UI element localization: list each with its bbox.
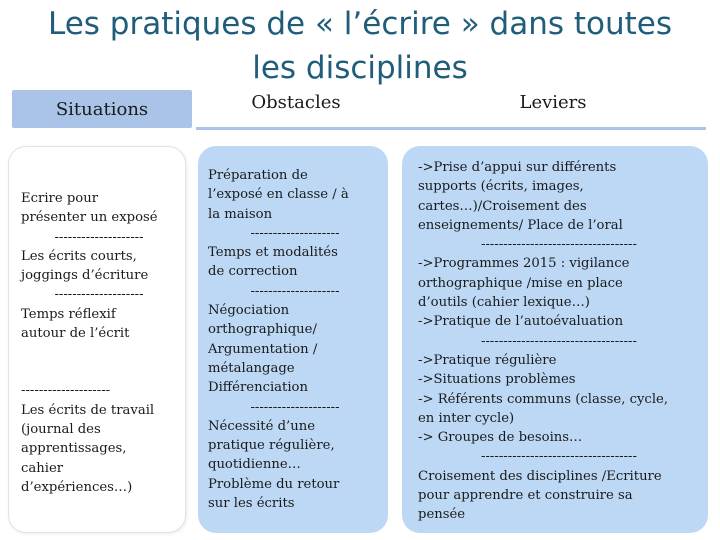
situations-text: apprentissages, [21, 441, 127, 457]
header-leviers: Leviers [400, 90, 706, 128]
situations-text: (journal des [21, 421, 101, 437]
spacer [21, 343, 177, 381]
leviers-text: ->Prise d’appui sur différents [418, 160, 617, 175]
separator: ----------------------------------- [481, 449, 637, 465]
leviers-text: ->Pratique de l’autoévaluation [418, 314, 624, 330]
obstacles-text: pratique régulière, [208, 438, 335, 454]
leviers-text: ->Pratique régulière [418, 352, 557, 368]
situations-text: autour de l’écrit [21, 326, 130, 342]
leviers-text: pour apprendre et construire sa [418, 488, 633, 504]
leviers-card [402, 146, 708, 533]
obstacles-text: Différenciation [208, 380, 308, 396]
title-line-2: les disciplines [252, 50, 468, 86]
obstacles-text: quotidienne… [208, 457, 301, 473]
separator: -------------------- [250, 283, 340, 299]
separator: -------------------- [54, 287, 144, 303]
obstacles-text: orthographique/ [208, 322, 317, 338]
separator: -------------------- [250, 399, 340, 415]
leviers-text: ->Programmes 2015 : vigilance [418, 256, 630, 272]
obstacles-text: Préparation de [208, 168, 308, 183]
situations-text: Ecrire pour [21, 191, 99, 206]
separator: -------------------- [250, 225, 340, 241]
obstacles-text: de correction [208, 264, 298, 280]
situations-text: cahier [21, 460, 64, 476]
obstacles-text: la maison [208, 206, 273, 222]
obstacles-text: sur les écrits [208, 496, 295, 512]
leviers-text: pensée [418, 507, 466, 523]
obstacles-text: métalangage [208, 360, 295, 376]
leviers-text: -> Groupes de besoins… [418, 430, 583, 446]
obstacles-text: Temps et modalités [208, 245, 338, 261]
obstacles-text: Argumentation / [208, 341, 318, 357]
leviers-text: Croisement des disciplines /Ecriture [418, 468, 662, 484]
header-situations: Situations [12, 90, 192, 128]
leviers-text: -> Référents communs (classe, cycle, [418, 391, 669, 407]
situations-text: d’expériences…) [21, 479, 133, 495]
obstacles-text: Problème du retour [208, 476, 340, 492]
obstacles-text: l’exposé en classe / à [208, 187, 349, 203]
situations-card [8, 146, 186, 533]
leviers-text: orthographique /mise en place [418, 275, 623, 291]
header-obstacles: Obstacles [196, 90, 396, 128]
obstacles-text: Négociation [208, 303, 290, 319]
situations-text: Temps réflexif [21, 306, 116, 322]
leviers-text: enseignements/ Place de l’oral [418, 217, 623, 233]
obstacles-text: Nécessité d’une [208, 418, 316, 434]
leviers-text: cartes…)/Croisement des [418, 198, 587, 214]
separator: ----------------------------------- [481, 237, 637, 253]
header-divider [196, 127, 706, 130]
situations-text: joggings d’écriture [21, 268, 149, 284]
obstacles-card [198, 146, 388, 533]
page-title [10, 2, 710, 90]
situations-text: Les écrits courts, [21, 248, 137, 264]
separator: -------------------- [21, 383, 111, 399]
title-line-1: Les pratiques de « l’écrire » dans toutes [47, 6, 673, 42]
leviers-text: ->Situations problèmes [418, 372, 576, 388]
situations-text: Les écrits de travail [21, 402, 155, 418]
separator: ----------------------------------- [481, 333, 637, 349]
situations-text: présenter un exposé [21, 210, 158, 226]
leviers-text: supports (écrits, images, [418, 179, 584, 195]
leviers-text: d’outils (cahier lexique…) [418, 295, 590, 311]
leviers-text: en inter cycle) [418, 410, 515, 426]
separator: -------------------- [54, 229, 144, 245]
